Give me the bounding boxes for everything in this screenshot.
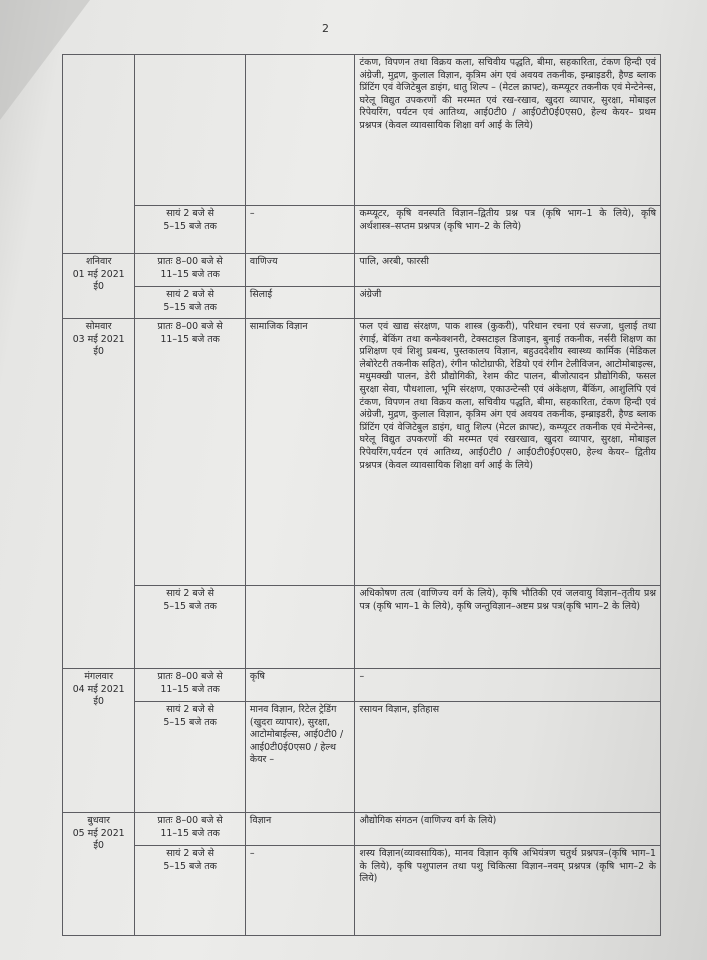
day-cell [63,669,135,813]
subject-cell-secondary: टंकण, विपणन तथा विक्रय कला, सचिवीय पद्धति, बीमा, सहकारिता, टंकण हिन्दी एवं अंग्रेजी, मुद्रण, कुलाल विज्ञान, कृत्रिम अंग एवं अवयव तकनीक, इम्ब्राइडरी, हैण्ड ब्लाक प्रिंटिंग एवं वेजिटेबुल डाइंग, धातु शिल्प – (मेटल क्राफ्ट), कम्प्यूटर तकनीक एवं मेन्टेनेन्स, घरेलू विद्युत उपकरणों की मरम्मत एवं रख-रखाव, खुदरा व्यापार, सुरक्षा, मोबाइल रिपेयरिंग, पर्यटन एवं आतिथ्य, आई0टी0 / आई0टी0ई0एस0, हेल्थ केयर– प्रथम प्रश्नपत्र (केवल व्यावसायिक शिक्षा वर्ग आई के लिये) [355,55,661,206]
table-row [63,319,661,586]
table-row [63,254,661,287]
time-cell [135,55,246,206]
time-end: 5–15 बजे तक [163,301,217,313]
table-row [63,55,661,206]
subject-cell-primary: मानव विज्ञान, रिटेल ट्रेडिंग (खुदरा व्यापार), सुरक्षा, आटोमोबाईल्स, आई0टी0 / आई0टी0ई0एस0 / हेल्थ केयर – [245,702,355,813]
time-end: 5–15 बजे तक [163,220,217,232]
time-end: 11–15 बजे तक [160,333,220,345]
time-cell [135,813,246,846]
subject-cell-secondary: अंग्रेजी [355,287,661,319]
exam-schedule-table [62,54,661,936]
subject-cell-primary: सिलाई [245,287,355,319]
table-row [63,813,661,846]
time-start: सायं 2 बजे से [166,588,215,599]
subject-cell-primary [245,55,355,206]
day-cell [63,319,135,669]
time-start: सायं 2 बजे से [166,848,215,859]
time-end: 11–15 बजे तक [160,827,220,839]
time-cell [135,206,246,254]
day-name: मंगलवार [84,671,114,682]
page-number: 2 [322,22,329,35]
time-cell [135,586,246,669]
time-end: 11–15 बजे तक [160,268,220,280]
day-date: 03 मई 2021 ई0 [72,333,125,358]
subject-cell-secondary: पालि, अरबी, फारसी [355,254,661,287]
table-row [63,846,661,936]
subject-cell-primary: कृषि [245,669,355,702]
day-name: सोमवार [85,321,112,332]
subject-cell-secondary: कम्प्यूटर, कृषि वनस्पति विज्ञान–द्वितीय प्रश्न पत्र (कृषि भाग–1 के लिये), कृषि अर्थशास्त्र–सप्तम प्रश्नपत्र (कृषि भाग–2 के लिये) [355,206,661,254]
subject-cell-secondary: अधिकोषण तत्व (वाणिज्य वर्ग के लिये), कृषि भौतिकी एवं जलवायु विज्ञान–तृतीय प्रश्न पत्र (कृषि भाग–1 के लिये), कृषि जन्तुविज्ञान–अष्टम प्रश्न पत्र(कृषि भाग–2 के लिये) [355,586,661,669]
subject-cell-secondary: रसायन विज्ञान, इतिहास [355,702,661,813]
table-row [63,586,661,669]
day-cell [63,254,135,319]
day-name: बुधवार [87,815,110,826]
time-start: प्रातः 8–00 बजे से [157,671,223,682]
time-end: 5–15 बजे तक [163,860,217,872]
time-cell [135,287,246,319]
time-cell [135,669,246,702]
subject-cell-primary: वाणिज्य [245,254,355,287]
time-cell [135,846,246,936]
day-date: 05 मई 2021 ई0 [72,827,125,852]
subject-cell-primary [245,586,355,669]
day-cell [63,813,135,936]
table-row [63,287,661,319]
time-end: 5–15 बजे तक [163,600,217,612]
subject-cell-primary: – [245,846,355,936]
time-start: सायं 2 बजे से [166,704,215,715]
subject-cell-primary: सामाजिक विज्ञान [245,319,355,586]
subject-cell-secondary: फल एवं खाद्य संरक्षण, पाक शास्त्र (कुकरी), परिधान रचना एवं सज्जा, धुलाई तथा रंगाई, बेकिंग तथा कन्फेक्शनरी, टेक्सटाइल डिजाइन, बुनाई तकनीक, नर्सरी शिक्षण का प्रशिक्षण एवं शिशु प्रबन्ध, पुस्तकालय विज्ञान, बहुउददेशीय स्वास्थ्य कार्मिक (मेडिकल लेबोरेटरी तकनीक सहित), रंगीन फोटोग्राफी, रेडियो एवं रंगीन टेलीविजन, आटोमोबाइल्स, मधुमक्खी पालन, डेरी प्रौद्योगिकी, रेशम कीट पालन, बीजोत्पादन प्रौद्योगिकी, फसल सुरक्षा सेवा, पौधशाला, भूमि संरक्षण, एकाउन्टेन्सी एवं अंकेक्षण, बैंकिंग, आशुलिपि एवं टंकण, विपणन तथा विक्रय कला, सचिवीय पद्धति, बीमा, सहकारिता, टंकण हिन्दी एवं अंग्रेजी, मुद्रण, कुलाल विज्ञान, कृत्रिम अंग एवं अवयव तकनीक, इम्ब्राइडरी, हैण्ड ब्लाक प्रिंटिंग एवं वेजिटेबुल डाइंग, धातु शिल्प (मेटल क्राफ्ट), कम्प्यूटर तकनीक एवं मेन्टेनेन्स, घरेलू विद्युत उपकरणों की मरम्मत एवं रखरखाव, खुदरा व्यापार, सुरक्षा, मोबाइल रिपेयरिंग,पर्यटन एवं आतिथ्य, आई0टी0 / आई0टी0ई0एस0, हेल्थ केयर– द्वितीय प्रश्नपत्र (केवल व्यावसायिक शिक्षा वर्ग आई के लिये) [355,319,661,586]
time-start: प्रातः 8–00 बजे से [157,815,223,826]
time-start: सायं 2 बजे से [166,289,215,300]
table-row [63,669,661,702]
day-name: शनिवार [85,256,112,267]
time-end: 5–15 बजे तक [163,716,217,728]
time-cell [135,254,246,287]
subject-cell-primary: विज्ञान [245,813,355,846]
day-date: 01 मई 2021 ई0 [72,268,125,293]
time-start: सायं 2 बजे से [166,208,215,219]
subject-cell-primary: – [245,206,355,254]
subject-cell-secondary: – [355,669,661,702]
table-row [63,206,661,254]
day-date: 04 मई 2021 ई0 [72,683,125,708]
subject-cell-secondary: औद्योगिक संगठन (वाणिज्य वर्ग के लिये) [355,813,661,846]
time-cell [135,319,246,586]
day-cell [63,55,135,254]
time-start: प्रातः 8–00 बजे से [157,256,223,267]
subject-cell-secondary: शस्य विज्ञान(व्यावसायिक), मानव विज्ञान कृषि अभियंत्रण चतुर्थ प्रश्नपत्र–(कृषि भाग–1 के लिये), कृषि पशुपालन तथा पशु चिकित्सा विज्ञान–नवम् प्रश्नपत्र (कृषि भाग–2 के लिये) [355,846,661,936]
table-row [63,702,661,813]
time-end: 11–15 बजे तक [160,683,220,695]
time-start: प्रातः 8–00 बजे से [157,321,223,332]
time-cell [135,702,246,813]
